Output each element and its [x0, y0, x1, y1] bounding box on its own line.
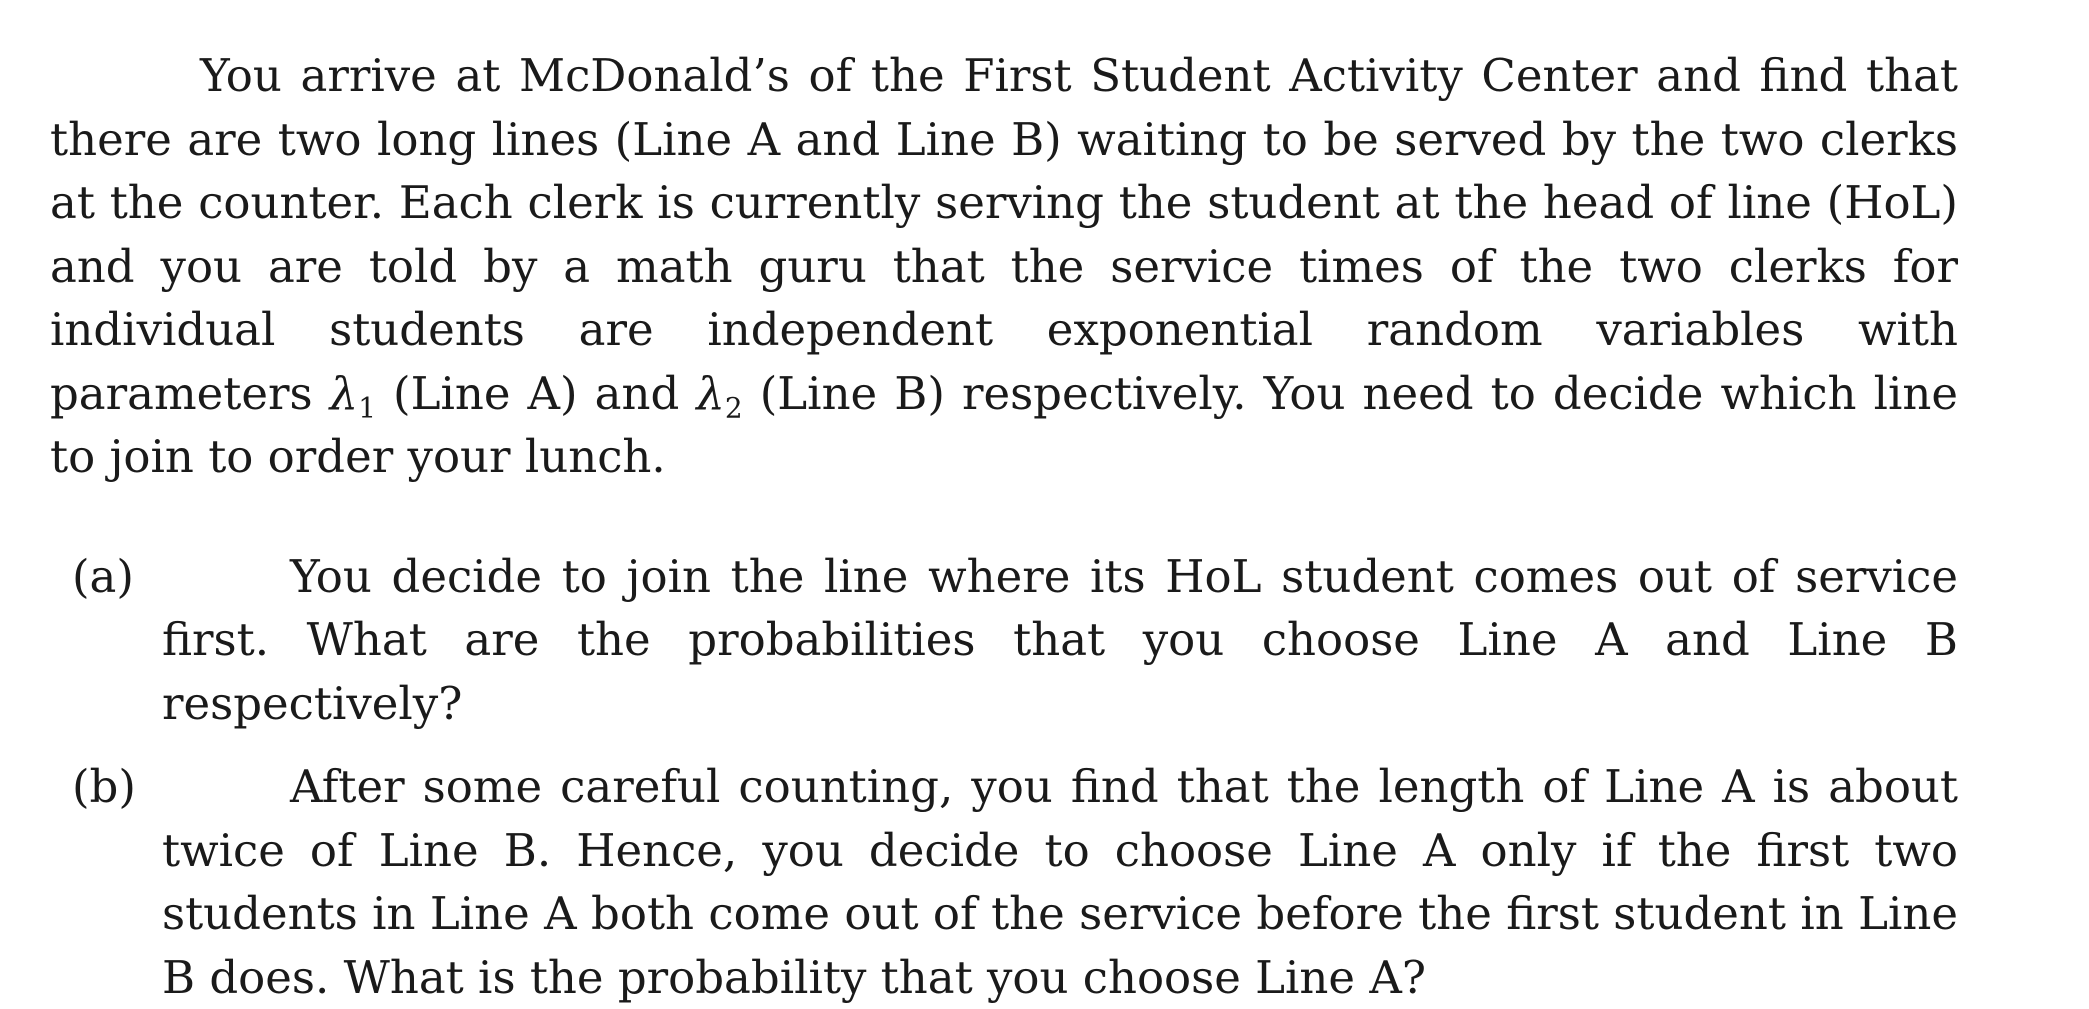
- question-label-b: (b): [72, 755, 136, 819]
- intro-text-part1: You arrive at McDonald’s of the First Student Activity Center and find that there are two long lines (Line A and Line B) waiting to be served by the two clerks at the counter. Each clerk is currently serving the student at the head of line (HoL) and you are told by a math guru that the service times of the two clerks for individual students are independent exponential random variables with parameters: [50, 49, 1958, 420]
- question-text-b: After some careful counting, you find that the length of Line A is about twice of Line B. Hence, you decide to choose Line A only if the first two students in Line A both come out of the service before the first student in Line B does. What is the probability that you choose Line A?: [162, 755, 1958, 1009]
- intro-text-part2: (Line A) and: [376, 367, 696, 420]
- lambda-2-symbol: λ: [696, 367, 725, 420]
- document-page: [50, 44, 1958, 1009]
- lambda-1-subscript: 1: [358, 391, 376, 424]
- intro-paragraph: [50, 44, 1958, 489]
- question-item-a: [50, 545, 1958, 736]
- lambda-2-subscript: 2: [725, 391, 743, 424]
- question-text-a: You decide to join the line where its HoL student comes out of service first. What are the probabilities that you choose Line A and Line B respectively?: [162, 545, 1958, 736]
- question-item-b: [50, 755, 1958, 1009]
- intro-text-part3: (Line B) respectively. You need to decide which line to join to order your lunch.: [50, 367, 1958, 484]
- question-label-a: (a): [72, 545, 134, 609]
- question-list: [50, 545, 1958, 1009]
- lambda-1-symbol: λ: [330, 367, 359, 420]
